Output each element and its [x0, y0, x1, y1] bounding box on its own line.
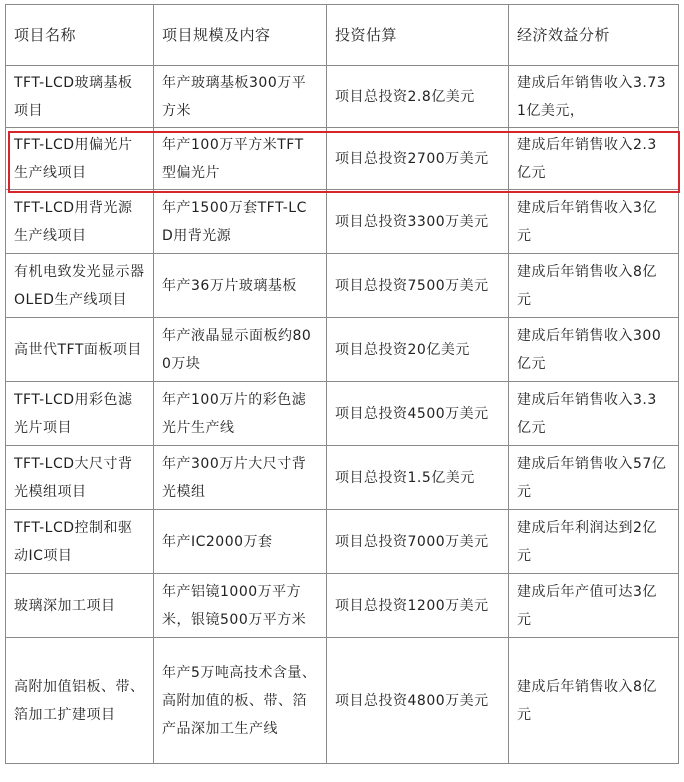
table-cell: 项目总投资7500万美元: [327, 254, 509, 318]
table-cell: 建成后年销售收入3.731亿美元，: [509, 66, 679, 128]
table-cell: TFT-LCD玻璃基板项目: [6, 66, 154, 128]
table-cell: 建成后年销售收入2.3亿元: [509, 128, 679, 190]
table-cell: 建成后年销售收入8亿元: [509, 638, 679, 764]
table-cell: 建成后年销售收入3亿元: [509, 190, 679, 254]
table-row: [6, 318, 679, 382]
table-cell: 项目总投资7000万美元: [327, 510, 509, 574]
table-cell: 建成后年销售收入300亿元: [509, 318, 679, 382]
header-row: [6, 5, 679, 66]
table-cell: 建成后年销售收入3.3亿元: [509, 382, 679, 446]
table-cell: 年产玻璃基板300万平方米: [154, 66, 327, 128]
table-row: [6, 254, 679, 318]
table-cell: TFT-LCD用彩色滤光片项目: [6, 382, 154, 446]
table-cell: TFT-LCD大尺寸背光模组项目: [6, 446, 154, 510]
table-cell: 建成后年产值可达3亿元: [509, 574, 679, 638]
header-cell: 项目规模及内容: [154, 5, 327, 66]
table-cell: 项目总投资2.8亿美元: [327, 66, 509, 128]
table-cell: 高附加值铝板、带、箔加工扩建项目: [6, 638, 154, 764]
table-cell: 年产300万片大尺寸背光模组: [154, 446, 327, 510]
table-row: [6, 128, 679, 190]
table-row: [6, 638, 679, 764]
table-cell: 年产1500万套TFT-LCD用背光源: [154, 190, 327, 254]
table-cell: 年产100万平方米TFT型偏光片: [154, 128, 327, 190]
table-cell: 项目总投资20亿美元: [327, 318, 509, 382]
table-cell: 年产36万片玻璃基板: [154, 254, 327, 318]
table-row: [6, 574, 679, 638]
table-cell: TFT-LCD用背光源生产线项目: [6, 190, 154, 254]
table-body: [6, 66, 679, 764]
table-cell: TFT-LCD用偏光片生产线项目: [6, 128, 154, 190]
table-row: [6, 66, 679, 128]
project-table-page: [5, 4, 679, 764]
table-cell: 有机电致发光显示器OLED生产线项目: [6, 254, 154, 318]
table-cell: 建成后年销售收入8亿元: [509, 254, 679, 318]
table-cell: 年产IC2000万套: [154, 510, 327, 574]
table-cell: TFT-LCD控制和驱动IC项目: [6, 510, 154, 574]
table-cell: 高世代TFT面板项目: [6, 318, 154, 382]
header-cell: 投资估算: [327, 5, 509, 66]
table-cell: 年产100万片的彩色滤光片生产线: [154, 382, 327, 446]
table-row: [6, 190, 679, 254]
table-cell: 项目总投资1.5亿美元: [327, 446, 509, 510]
header-cell: 项目名称: [6, 5, 154, 66]
table-cell: 项目总投资1200万美元: [327, 574, 509, 638]
table-cell: 建成后年销售收入57亿元: [509, 446, 679, 510]
header-cell: 经济效益分析: [509, 5, 679, 66]
table-cell: 年产液晶显示面板约800万块: [154, 318, 327, 382]
table-cell: 年产5万吨高技术含量、高附加值的板、带、箔产品深加工生产线: [154, 638, 327, 764]
table-cell: 年产铝镜1000万平方米，银镜500万平方米: [154, 574, 327, 638]
table-cell: 玻璃深加工项目: [6, 574, 154, 638]
table-cell: 项目总投资4500万美元: [327, 382, 509, 446]
table-cell: 项目总投资2700万美元: [327, 128, 509, 190]
table-cell: 项目总投资3300万美元: [327, 190, 509, 254]
table-cell: 建成后年利润达到2亿元: [509, 510, 679, 574]
table-row: [6, 446, 679, 510]
table-row: [6, 510, 679, 574]
project-table: [5, 4, 679, 764]
table-row: [6, 382, 679, 446]
table-cell: 项目总投资4800万美元: [327, 638, 509, 764]
